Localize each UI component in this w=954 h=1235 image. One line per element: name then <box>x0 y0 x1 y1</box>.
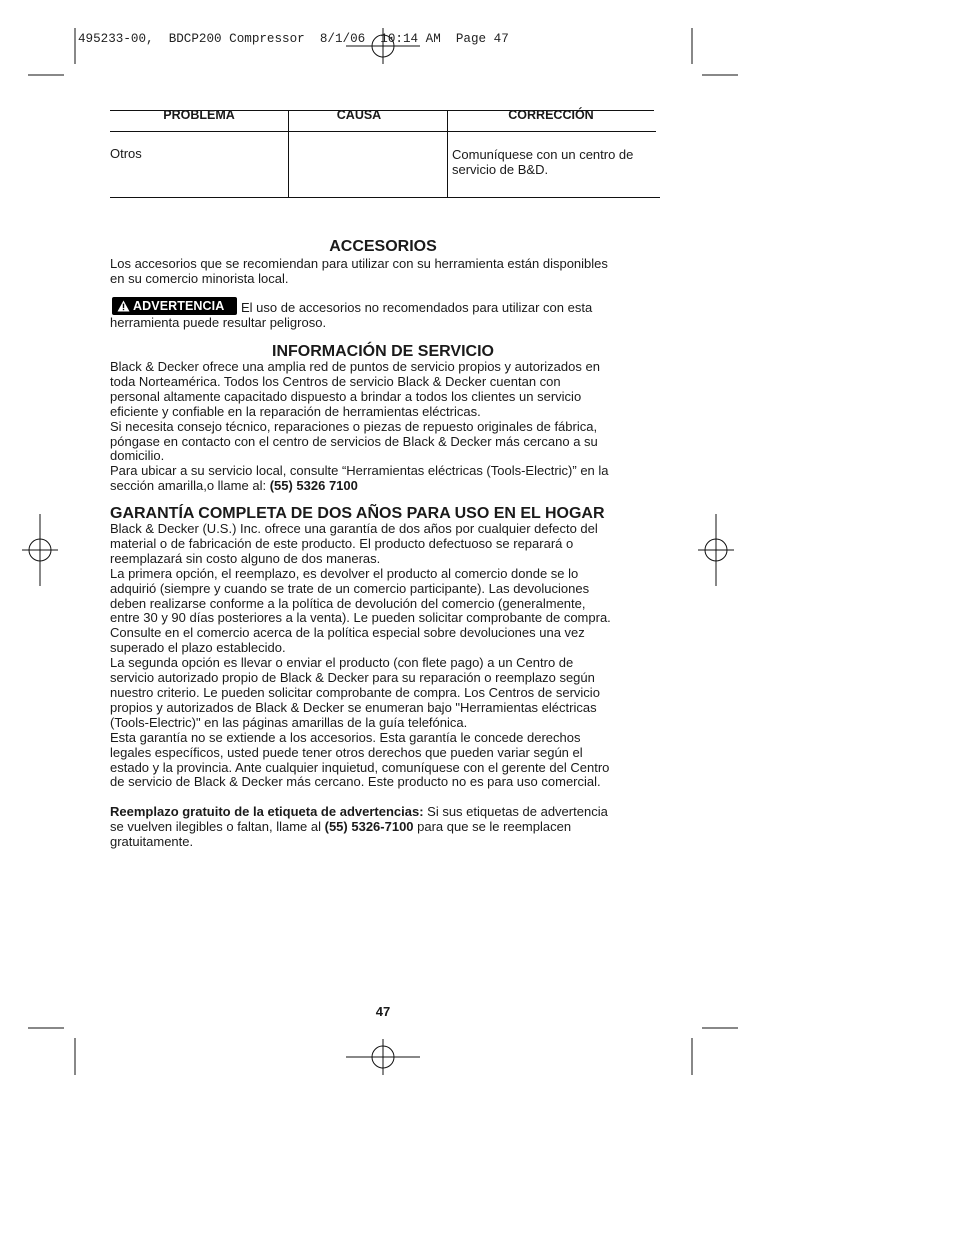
reemplazo-paragraph <box>110 805 608 850</box>
garantia-paragraph: Black & Decker (U.S.) Inc. ofrece una garantía de dos años por cualquier defecto del material o de fabricación de este producto. El producto defectuoso se reparará o reemplazará sin costo alguno de dos maneras. La primera opción, el reemplazo, es devolver el producto al comercio donde se lo adquirió (siempre y cuando se trate de un comercio participante). Las devoluciones deben realizarse conforme a la política de devolución del comercio (generalmente, entre 30 y 90 días posteriores a la venta). Le pueden solicitar comprobante de compra. Consulte en el comercio acerca de la política especial sobre devoluciones una vez superado el plazo establecido. La segunda opción es llevar o enviar el producto (con flete pago) a un Centro de servicio autorizado propio de Black & Decker para su reparación o reemplazo según nuestro criterio. Le pueden solicitar comprobante de compra. Los Centros de servicio propios y autorizados de Black & Decker se enumeran bajo "Herramientas eléctricas (Tools-Electric)" en las páginas amarillas de la guía telefónica. Esta garantía no se extiende a los accesorios. Esta garantía le concede derechos legales específicos, usted puede tener otros derechos que pueden variar según el estado y la provincia. Ante cualquier inquietud, comuníquese con el gerente del Centro de servicio de Black & Decker más cercano. Este producto no es para uso comercial. <box>110 521 611 790</box>
table-column-divider-2 <box>447 110 448 198</box>
servicio-body: Black & Decker ofrece una amplia red de puntos de servicio propios y autorizados en toda Norteamérica. Todos los Centros de servicio Black & Decker cuentan con personal altamente capacitado dispuesto a brindar a todos los clientes un servicio eficiente y confiable en la reparación de herramientas eléctricas. Si necesita consejo técnico, reparaciones o piezas de repuesto originales de fábrica, póngase en contacto con el centro de servicios de Black & Decker más cercano a su domicilio. Para ubicar a su servicio local, consulte “Herramientas eléctricas (Tools-Electric)” en la sección amarilla,o llame al: <box>110 359 609 494</box>
table-header-problema: PROBLEMA <box>163 108 235 122</box>
servicio-phone: (55) 5326 7100 <box>269 478 358 494</box>
table-bottom-rule <box>110 197 660 198</box>
table-header-rule <box>110 131 656 132</box>
table-cell-correccion: Comuníquese con un centro de servicio de B&D. <box>452 147 634 177</box>
servicio-paragraph <box>110 360 609 494</box>
registration-mark-bottom-circle <box>372 1046 394 1068</box>
reemplazo-text-2: para que se le reemplacen gratuitamente. <box>110 818 572 849</box>
table-header-causa: CAUSA <box>336 108 382 122</box>
reemplazo-phone: (55) 5326-7100 <box>324 818 414 834</box>
table-header-correccion: CORRECCIÓN <box>508 108 594 122</box>
warning-text: El uso de accesorios no recomendados para utilizar con esta herramienta puede resultar peligroso. <box>110 300 593 330</box>
table-column-divider-1 <box>288 110 289 197</box>
section-heading-servicio: INFORMACIÓN DE SERVICIO <box>272 343 494 360</box>
reemplazo-text-1: Si sus etiquetas de advertencia se vuelven ilegibles o faltan, llame al <box>110 804 608 834</box>
registration-mark-left-circle <box>29 539 51 561</box>
warning-badge-label: ADVERTENCIA <box>133 299 225 313</box>
accesorios-paragraph: Los accesorios que se recomiendan para utilizar con su herramienta están disponibles en su comercio minorista local. <box>110 256 608 286</box>
table-cell-problema: Otros <box>110 146 142 161</box>
print-slug: 495233-00, BDCP200 Compressor 8/1/06 10:14 AM Page 47 <box>78 32 509 46</box>
registration-mark-right-circle <box>705 539 727 561</box>
reemplazo-label: Reemplazo gratuito de la etiqueta de advertencias: <box>110 804 424 819</box>
page-number: 47 <box>375 1004 391 1019</box>
section-heading-garantia: GARANTÍA COMPLETA DE DOS AÑOS PARA USO EN EL HOGAR <box>110 505 605 522</box>
section-heading-accesorios: ACCESORIOS <box>329 238 437 255</box>
